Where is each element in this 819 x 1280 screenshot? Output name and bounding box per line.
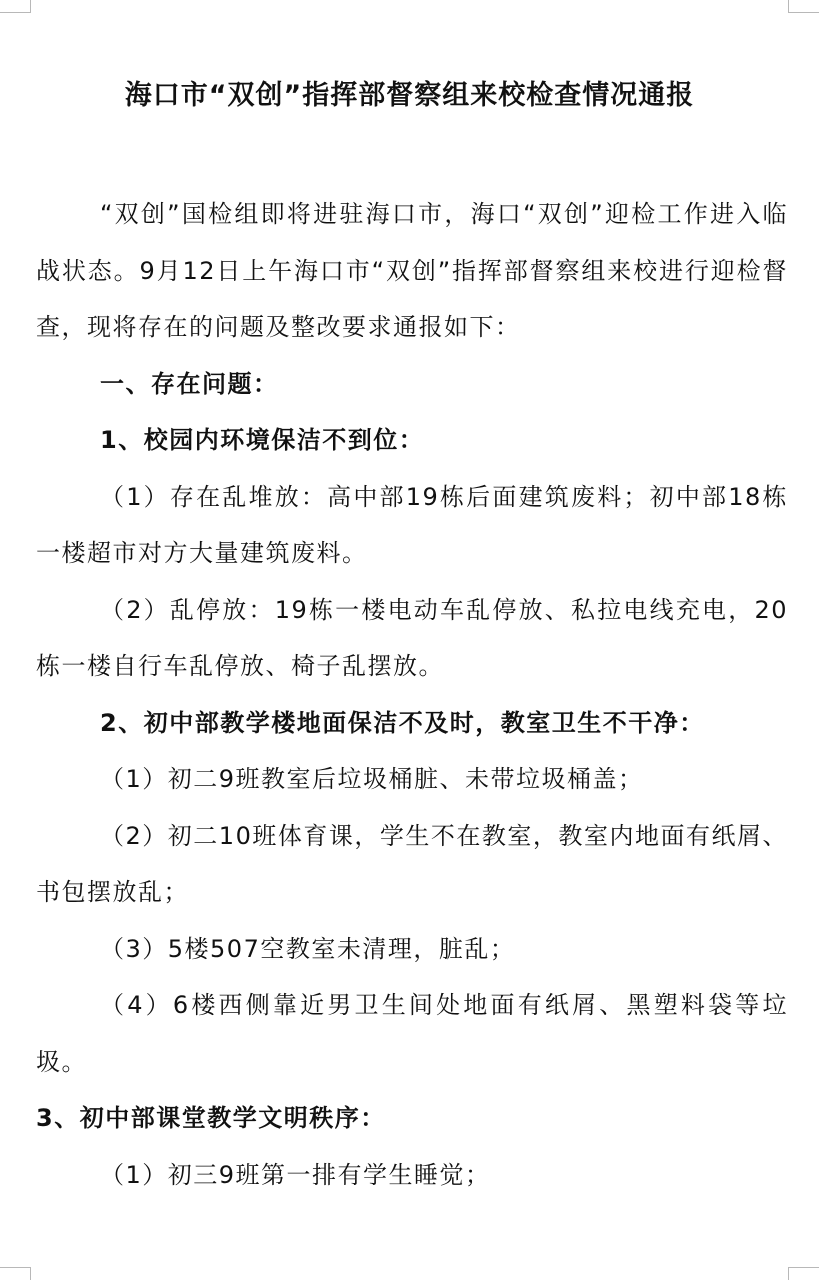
item-1-detail-2: （2）乱停放：19栋一楼电动车乱停放、私拉电线充电，20栋一楼自行车乱停放、椅子乱摆放。 <box>36 595 788 680</box>
item-3-detail-1: （1）初三9班第一排有学生睡觉； <box>100 1160 491 1189</box>
item-2-detail-3: （3）5楼507空教室未清理，脏乱； <box>100 934 516 963</box>
crop-mark-top-left <box>0 0 31 13</box>
item-heading-3: 3、初中部课堂教学文明秩序： <box>36 1104 386 1132</box>
crop-mark-bottom-right <box>788 1267 819 1280</box>
item-2-detail-2: （2）初二10班体育课，学生不在教室，教室内地面有纸屑、书包摆放乱； <box>36 821 788 906</box>
section-heading-problems: 一、存在问题： <box>100 369 279 398</box>
item-1-detail-1: （1）存在乱堆放：高中部19栋后面建筑废料；初中部18栋一楼超市对方大量建筑废料。 <box>36 482 788 567</box>
item-2-detail-4: （4）6楼西侧靠近男卫生间处地面有纸屑、黑塑料袋等垃圾。 <box>36 991 788 1076</box>
document-title: 海口市“双创”指挥部督察组来校检查情况通报 <box>124 80 695 111</box>
item-2-detail-1: （1）初二9班教室后垃圾桶脏、未带垃圾桶盖； <box>100 765 644 793</box>
crop-mark-top-right <box>788 0 819 13</box>
crop-mark-bottom-left <box>0 1267 31 1280</box>
item-heading-2: 2、初中部教学楼地面保洁不及时，教室卫生不干净： <box>100 708 705 737</box>
intro-paragraph: “双创”国检组即将进驻海口市，海口“双创”迎检工作进入临战状态。9月12日上午海口市“双创”指挥部督察组来校进行迎检督查，现将存在的问题及整改要求通报如下： <box>36 200 788 341</box>
item-heading-1: 1、校园内环境保洁不到位： <box>100 426 425 454</box>
document-body <box>36 186 788 1203</box>
